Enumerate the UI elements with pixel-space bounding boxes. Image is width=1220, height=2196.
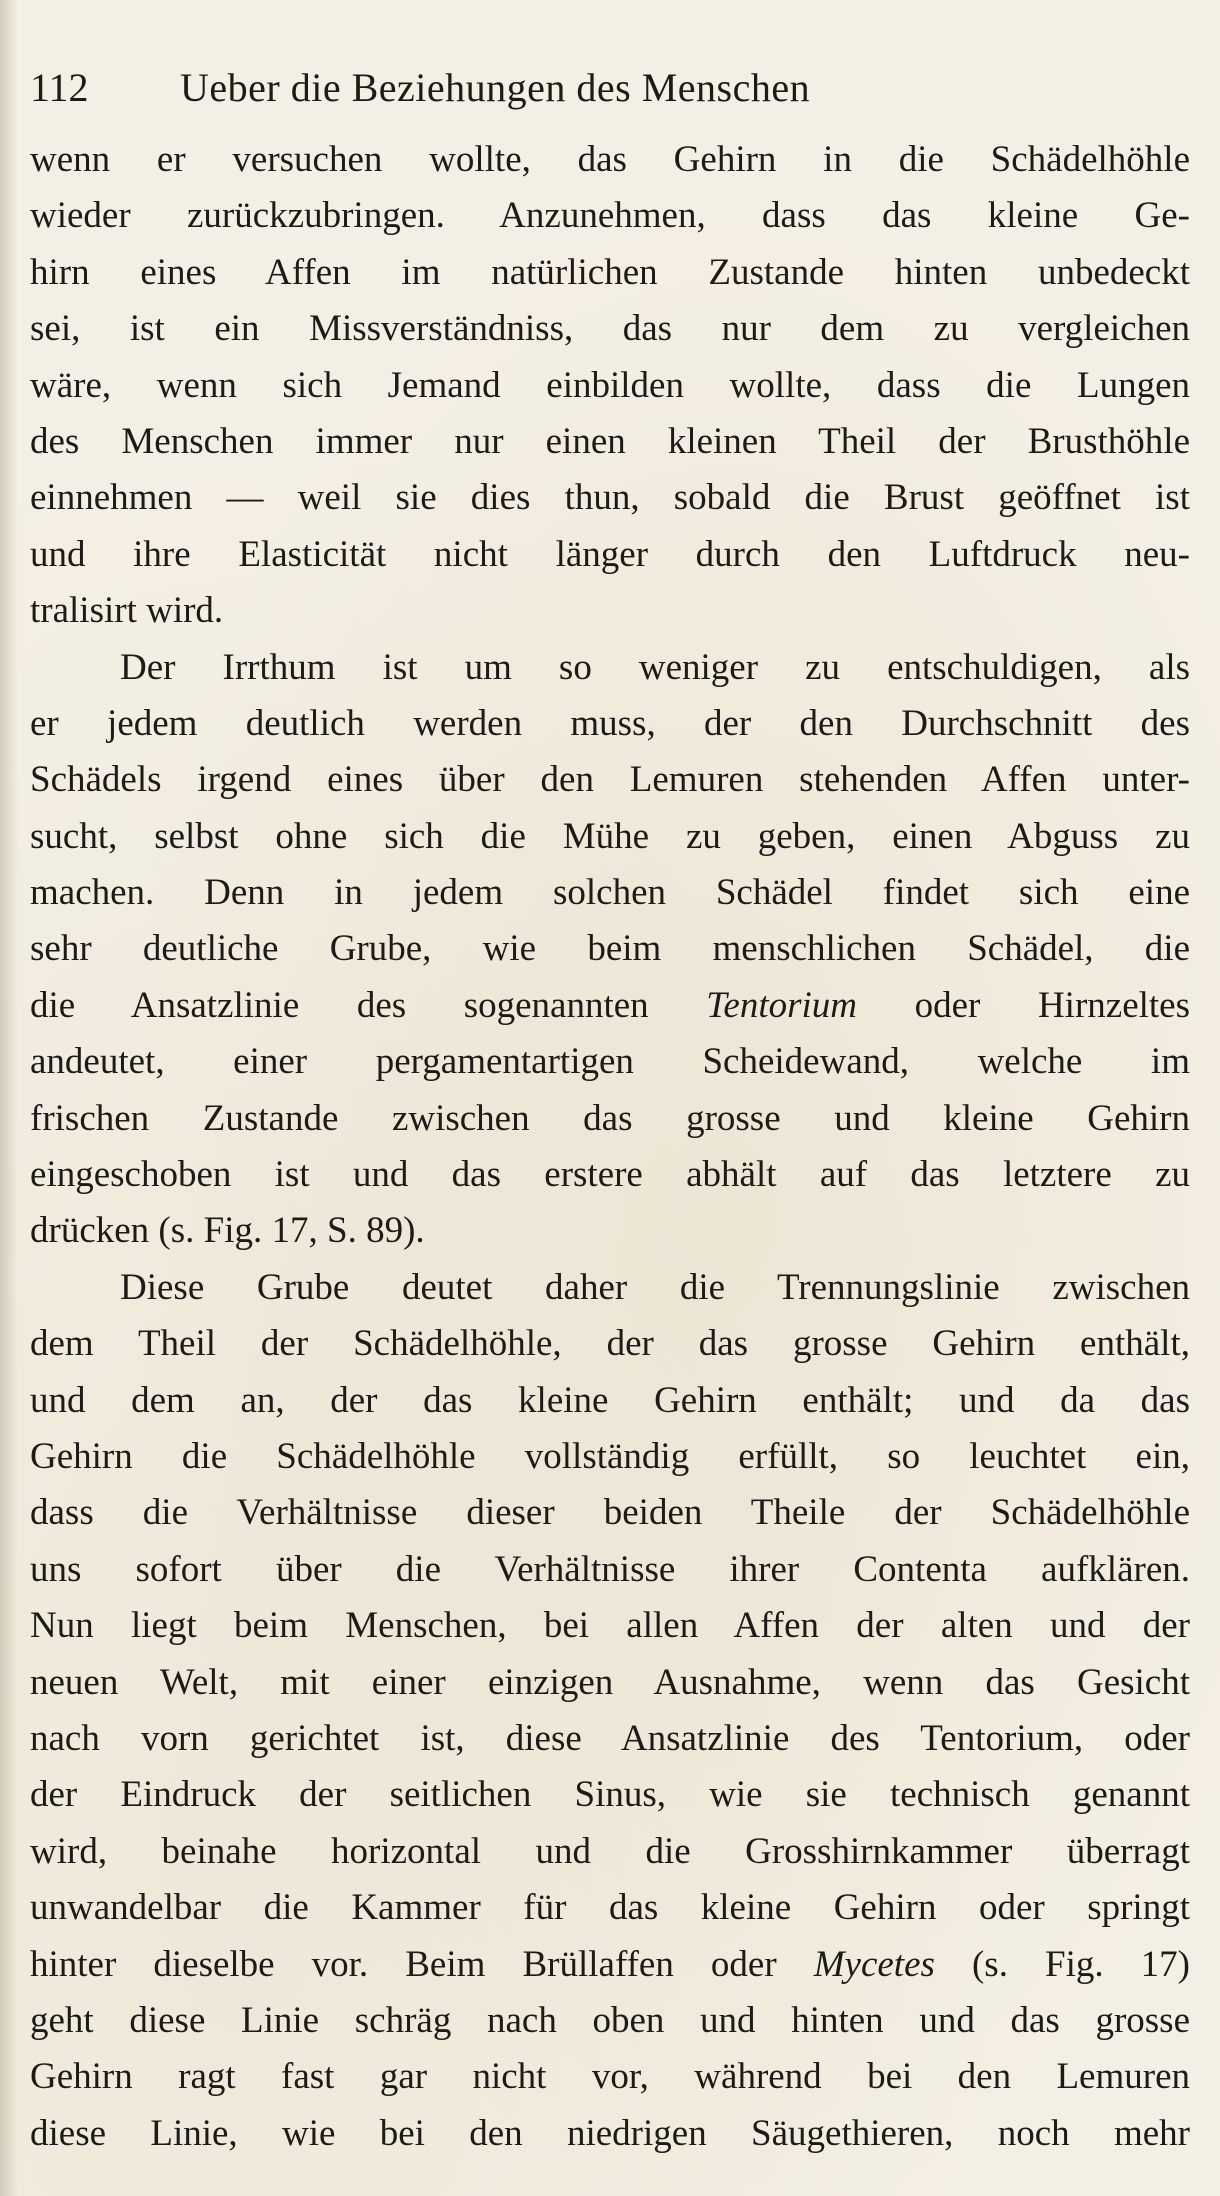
- text-line: uns sofort über die Verhältnisse ihrer Contenta aufklären.: [30, 1548, 1190, 1590]
- text-line: [30, 1937, 1190, 1993]
- text-line: drücken (s. Fig. 17, S. 89).: [30, 1210, 425, 1252]
- text-line: Der Irrthum ist um so weniger zu entschuldigen, als: [120, 646, 1190, 688]
- text-line: hirn eines Affen im natürlichen Zustande hinten unbedeckt: [30, 251, 1190, 293]
- running-head: [30, 58, 1200, 118]
- text-fragment: oder Hirnzeltes: [857, 984, 1190, 1026]
- text-line: Diese Grube deutet daher die Trennungslinie zwischen: [120, 1266, 1190, 1308]
- body-text: [30, 132, 1190, 2162]
- italic-term: Tentorium: [706, 984, 858, 1026]
- text-line: tralisirt wird.: [30, 590, 224, 632]
- text-line: Gehirn ragt fast gar nicht vor, während bei den Lemuren: [30, 2056, 1190, 2098]
- text-line: eingeschoben ist und das erstere abhält auf das letztere zu: [30, 1154, 1190, 1196]
- text-line: Nun liegt beim Menschen, bei allen Affen der alten und der: [30, 1605, 1190, 1647]
- text-line: sei, ist ein Missverständniss, das nur dem zu vergleichen: [30, 308, 1190, 350]
- italic-term: Mycetes: [813, 1943, 935, 1985]
- text-line: wird, beinahe horizontal und die Grosshirnkammer überragt: [30, 1830, 1190, 1872]
- text-line: sehr deutliche Grube, wie beim menschlichen Schädel, die: [30, 928, 1190, 970]
- text-line: wäre, wenn sich Jemand einbilden wollte, dass die Lungen: [30, 364, 1190, 406]
- text-line: nach vorn gerichtet ist, diese Ansatzlinie des Tentorium, oder: [30, 1717, 1190, 1759]
- page-number: 112: [30, 65, 89, 110]
- text-line: einnehmen — weil sie dies thun, sobald die Brust geöffnet ist: [30, 477, 1190, 519]
- text-line: er jedem deutlich werden muss, der den Durchschnitt des: [30, 702, 1190, 744]
- text-line: neuen Welt, mit einer einzigen Ausnahme, wenn das Gesicht: [30, 1661, 1190, 1703]
- text-line: Gehirn die Schädelhöhle vollständig erfüllt, so leuchtet ein,: [30, 1435, 1190, 1477]
- text-fragment: (s. Fig. 17): [934, 1943, 1190, 1985]
- text-line: und ihre Elasticität nicht länger durch den Luftdruck neu-: [30, 533, 1190, 575]
- text-line: des Menschen immer nur einen kleinen Theil der Brusthöhle: [30, 420, 1190, 462]
- text-line: diese Linie, wie bei den niedrigen Säugethieren, noch mehr: [30, 2112, 1190, 2154]
- text-fragment: hinter dieselbe vor. Beim Brüllaffen oder: [30, 1943, 814, 1985]
- text-line: machen. Denn in jedem solchen Schädel findet sich eine: [30, 872, 1190, 914]
- text-line: [30, 978, 1190, 1034]
- text-line: der Eindruck der seitlichen Sinus, wie sie technisch genannt: [30, 1774, 1190, 1816]
- text-line: wenn er versuchen wollte, das Gehirn in die Schädelhöhle: [30, 139, 1190, 180]
- text-line: Schädels irgend eines über den Lemuren stehenden Affen unter-: [30, 759, 1190, 801]
- text-line: unwandelbar die Kammer für das kleine Gehirn oder springt: [30, 1887, 1190, 1929]
- text-line: wieder zurückzubringen. Anzunehmen, dass das kleine Ge-: [30, 195, 1190, 237]
- text-line: andeutet, einer pergamentartigen Scheidewand, welche im: [30, 1041, 1190, 1083]
- text-line: sucht, selbst ohne sich die Mühe zu geben, einen Abguss zu: [30, 815, 1190, 857]
- running-title: Ueber die Beziehungen des Menschen: [180, 65, 811, 110]
- text-line: frischen Zustande zwischen das grosse und kleine Gehirn: [30, 1097, 1190, 1139]
- text-line: dass die Verhältnisse dieser beiden Theile der Schädelhöhle: [30, 1492, 1190, 1534]
- text-line: geht diese Linie schräg nach oben und hinten und das grosse: [30, 1999, 1190, 2041]
- text-line: und dem an, der das kleine Gehirn enthält; und da das: [30, 1379, 1190, 1421]
- text-line: dem Theil der Schädelhöhle, der das grosse Gehirn enthält,: [30, 1323, 1190, 1365]
- text-fragment: die Ansatzlinie des sogenannten: [30, 984, 707, 1026]
